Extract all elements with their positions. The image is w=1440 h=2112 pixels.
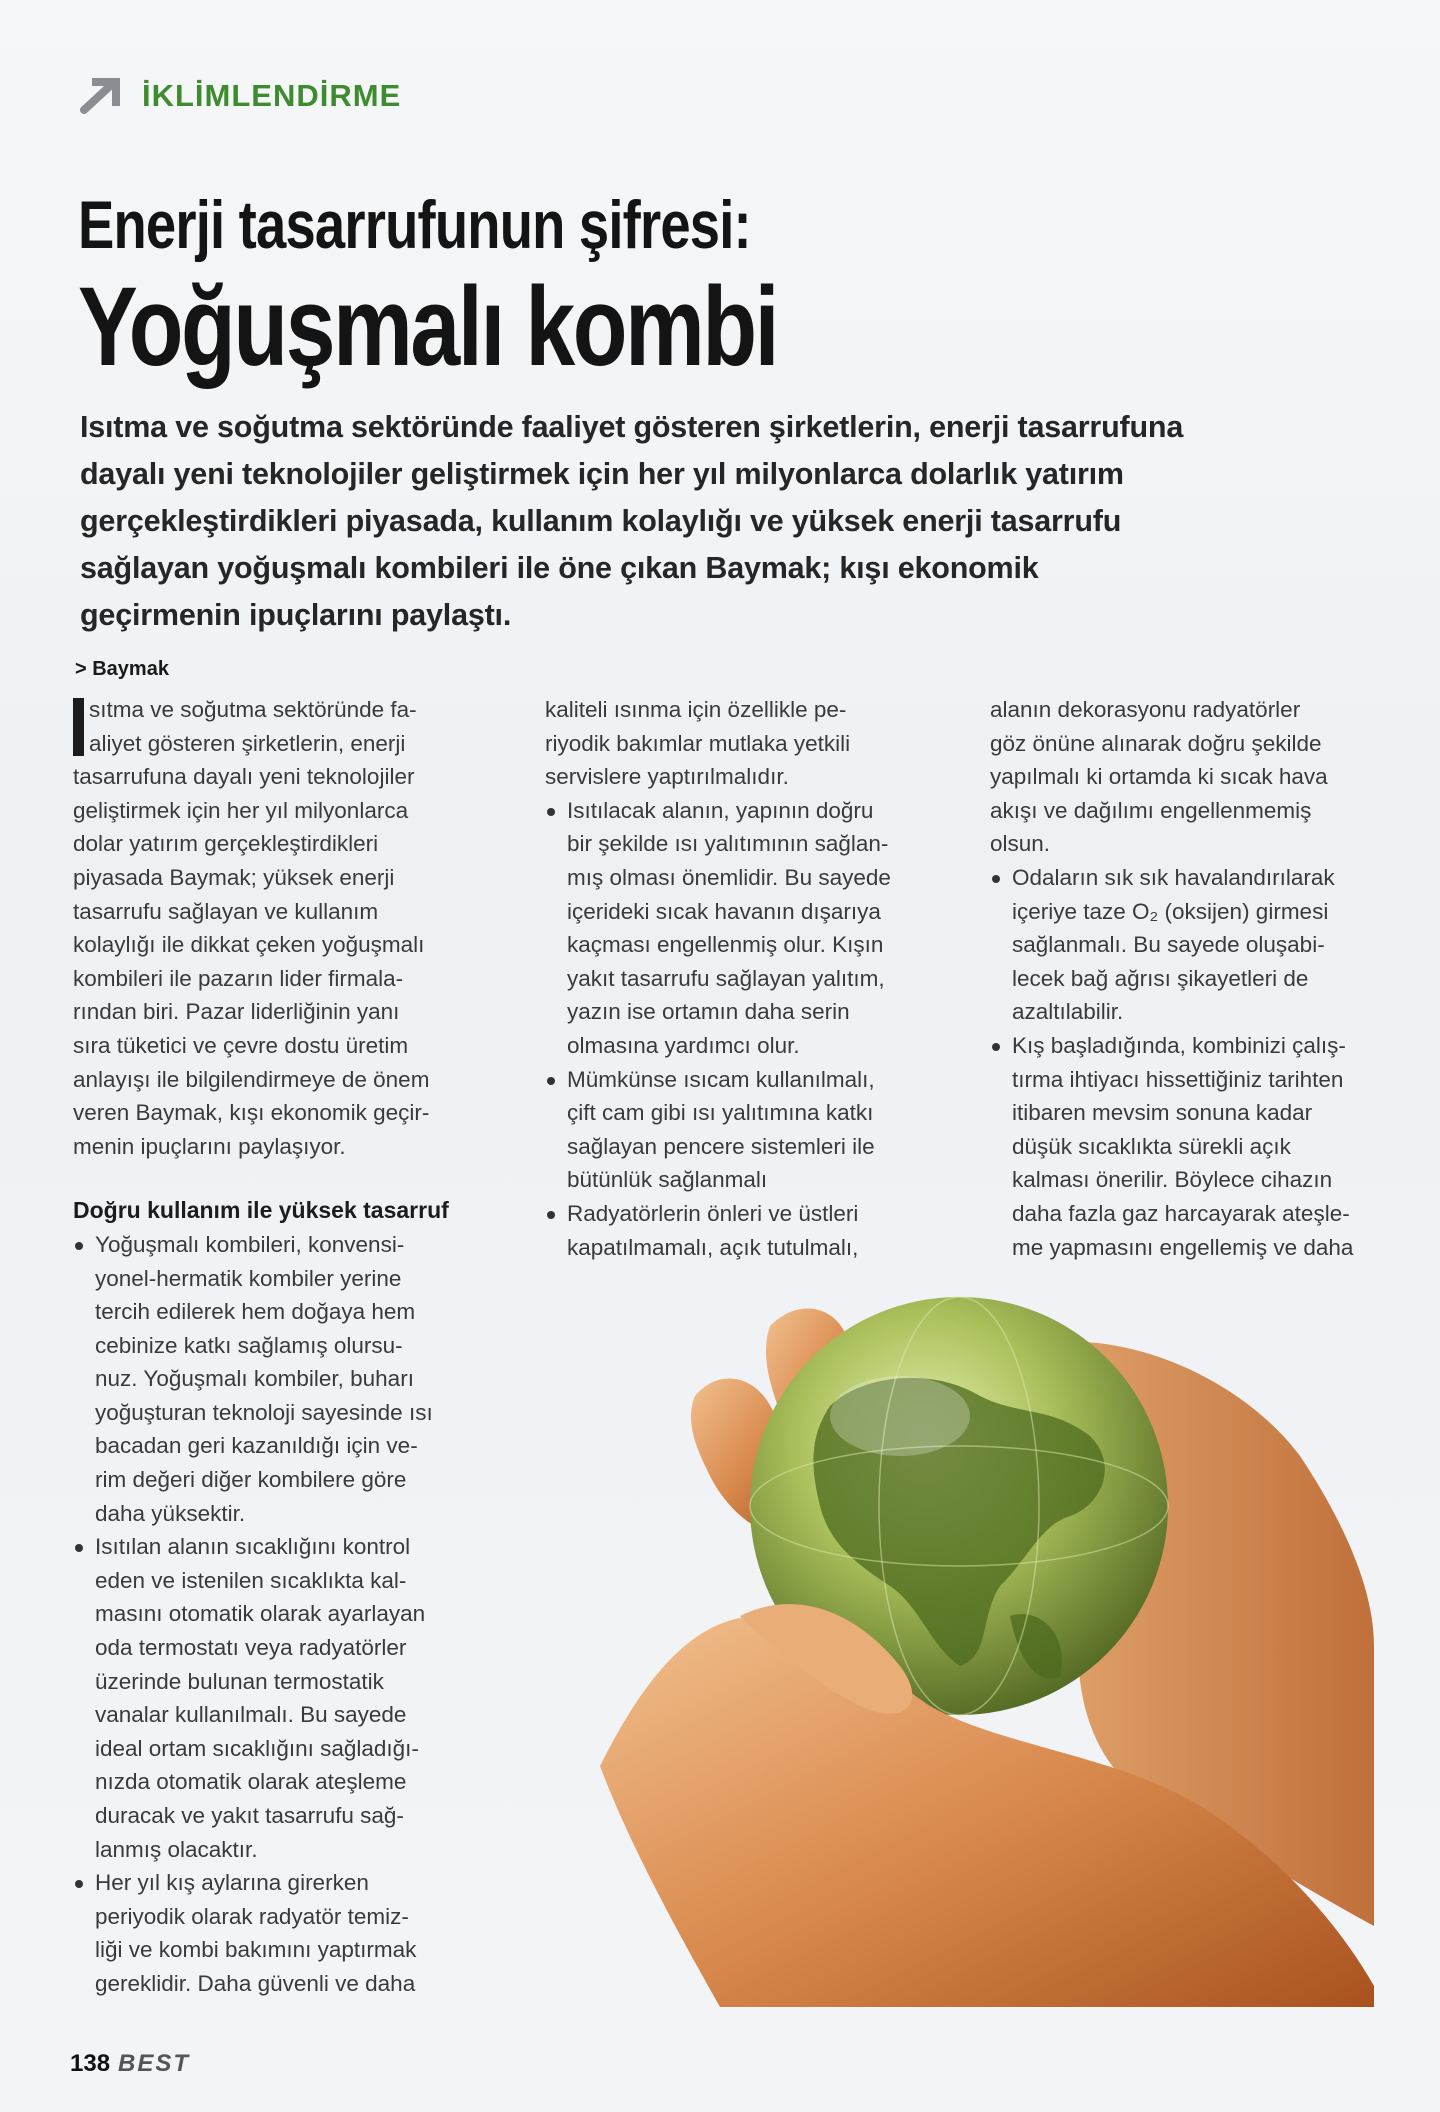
bullet-item [73,1530,493,1866]
lead-line: dayalı yeni teknolojiler geliştirmek için her yıl milyonlarca dolarlık yatırım [80,457,1124,491]
column-1 [73,693,493,2001]
body-line: kolaylığı ile dikkat çeken yoğuşmalı [73,932,425,958]
section-label: İKLİMLENDİRME [142,78,402,113]
bullet-line: içerideki sıcak havanın dışarıya [567,898,881,924]
bullet-line: daha fazla gaz harcayarak ateşle- [1012,1200,1350,1226]
bullet-line: sağlanmalı. Bu sayede oluşabi- [1012,932,1325,958]
bullet-line: ideal ortam sıcaklığını sağladığı- [95,1735,419,1761]
bullet-item [545,794,945,1063]
bullet-line: tırma ihtiyacı hissettiğiniz tarihten [1012,1066,1344,1092]
bullet-line: nızda otomatik olarak ateşleme [95,1769,407,1795]
bullet-line: itibaren mevsim sonuna kadar [1012,1100,1313,1126]
bullet-line: mış olması önemlidir. Bu sayede [567,864,891,890]
page-number: 138 [70,2050,111,2077]
lead-line: gerçekleştirdikleri piyasada, kullanım kolaylığı ve yüksek enerji tasarrufu [80,504,1122,538]
title-line-2: Yoğuşmalı kombi [78,264,778,389]
bullet-line: Mümkünse ısıcam kullanılmalı, [567,1066,875,1092]
bullet-line: azaltılabilir. [1012,999,1124,1025]
body-line: rından biri. Pazar liderliğinin yanı [73,999,400,1025]
byline: > Baymak [75,658,169,680]
bullet-line: düşük sıcaklıkta sürekli açık [1012,1133,1291,1159]
body-line: sıra tüketici ve çevre dostu üretim [73,1032,409,1058]
bullet-line: kaçması engellenmiş olur. Kışın [567,932,884,958]
body-line: olsun. [990,831,1051,857]
bullet-line: Yoğuşmalı kombileri, konvensi- [95,1231,405,1257]
bullet-item [73,1228,493,1530]
bullet-line: bacadan geri kazanıldığı için ve- [95,1433,418,1459]
lead-line: Isıtma ve soğutma sektöründe faaliyet gösteren şirketlerin, enerji tasarrufuna [80,410,1184,444]
body-line: anlayışı ile bilgilendirmeye de önem [73,1066,430,1092]
bullet-line: Her yıl kış aylarına girerken [95,1870,369,1896]
bullet-line: Isıtılacak alanın, yapının doğru [567,797,874,823]
bullet-line: Radyatörlerin önleri ve üstleri [567,1200,859,1226]
body-line: yapılmalı ki ortamda ki sıcak hava [990,764,1328,790]
page-footer [70,2050,190,2078]
bullet-line: Isıtılan alanın sıcaklığını kontrol [95,1534,411,1560]
bullet-item [990,1029,1390,1264]
title-line-1: Enerji tasarrufunun şifresi: [78,187,751,263]
column-3 [990,693,1390,1264]
body-line: piyasada Baymak; yüksek enerji [73,864,395,890]
bullet-line: eden ve istenilen sıcaklıkta kal- [95,1567,407,1593]
bullet-line: lecek bağ ağrısı şikayetleri de [1012,965,1309,991]
bullet-line: gereklidir. Daha güvenli ve daha [95,1970,416,1996]
bullet-line: üzerinde bulunan termostatik [95,1668,384,1694]
column-2 [545,693,945,1264]
arrow-up-right-icon [80,78,120,114]
bullet-line: sağlayan pencere sistemleri ile [567,1133,875,1159]
bullet-line: yonel-hermatik kombiler yerine [95,1265,402,1291]
bullet-line: olmasına yardımcı olur. [567,1032,800,1058]
drop-cap-letter-i [73,698,84,756]
body-line: tasarrufuna dayalı yeni teknolojiler [73,764,415,790]
body-line: akışı ve dağılımı engellenmemiş [990,797,1312,823]
bullet-line: nuz. Yoğuşmalı kombiler, buharı [95,1366,414,1392]
bullet-line: cebinize katkı sağlamış olursu- [95,1332,403,1358]
bullet-line: yazın ise ortamın daha serin [567,999,850,1025]
magazine-logo: BEST [118,2050,191,2077]
body-line: kaliteli ısınma için özellikle pe- [545,697,847,722]
bullet-line: bütünlük sağlanmalı [567,1167,768,1193]
bullet-line: liği ve kombi bakımını yaptırmak [95,1937,417,1963]
lead-line: sağlayan yoğuşmalı kombileri ile öne çıkan Baymak; kışı ekonomik [80,551,1039,585]
lead-paragraph [80,404,1400,639]
body-line: sıtma ve soğutma sektöründe fa- [89,697,417,722]
body-line: menin ipuçlarını paylaşıyor. [73,1133,346,1159]
bullet-line: duracak ve yakıt tasarrufu sağ- [95,1803,404,1828]
body-line: tasarrufu sağlayan ve kullanım [73,898,379,924]
bullet-line: tercih edilerek hem doğaya hem [95,1299,416,1325]
body-line: riyodik bakımlar mutlaka yetkili [545,730,851,756]
bullet-line: kalması önerilir. Böylece cihazın [1012,1167,1333,1193]
bullet-line: içeriye taze O₂ (oksijen) girmesi [1012,898,1329,924]
body-line: aliyet gösteren şirketlerin, enerji [89,730,406,756]
bullet-line: daha yüksektir. [95,1500,246,1526]
section-header [80,78,401,114]
body-line: servislere yaptırılmalıdır. [545,764,789,790]
bullet-line: oda termostatı veya radyatörler [95,1635,407,1661]
bullet-line: Kış başladığında, kombinizi çalış- [1012,1032,1346,1058]
bullet-item [73,1866,493,2000]
body-line: veren Baymak, kışı ekonomik geçir- [73,1100,430,1126]
body-line: kombileri ile pazarın lider firmala- [73,965,404,991]
bullet-line: rim değeri diğer kombilere göre [95,1467,407,1493]
bullet-line: bir şekilde ısı yalıtımının sağlan- [567,831,889,857]
bullet-line: periyodik olarak radyatör temiz- [95,1903,409,1929]
bullet-item [990,861,1390,1029]
bullet-line: me yapmasını engellemiş ve daha [1012,1234,1354,1260]
bullet-line: Odaların sık sık havalandırılarak [1012,864,1335,890]
bullet-line: kapatılmamalı, açık tutulmalı, [567,1234,859,1260]
body-line: dolar yatırım gerçekleştirdikleri [73,831,379,857]
subheading: Doğru kullanım ile yüksek tasarruf [73,1197,449,1224]
bullet-line: çift cam gibi ısı yalıtımına katkı [567,1100,874,1126]
hands-globe-image [600,1286,1374,2007]
bullet-item [545,1063,945,1197]
bullet-line: yoğuşturan teknoloji sayesinde ısı [95,1399,433,1425]
bullet-line: lanmış olacaktır. [95,1836,258,1862]
bullet-item [545,1197,945,1264]
bullet-line: masını otomatik olarak ayarlayan [95,1601,426,1627]
body-line: alanın dekorasyonu radyatörler [990,697,1301,722]
bullet-line: vanalar kullanılmalı. Bu sayede [95,1702,407,1728]
body-line: göz önüne alınarak doğru şekilde [990,730,1322,756]
lead-line: geçirmenin ipuçlarını paylaştı. [80,598,512,632]
body-line: geliştirmek için her yıl milyonlarca [73,797,409,823]
bullet-line: yakıt tasarrufu sağlayan yalıtım, [567,965,885,991]
